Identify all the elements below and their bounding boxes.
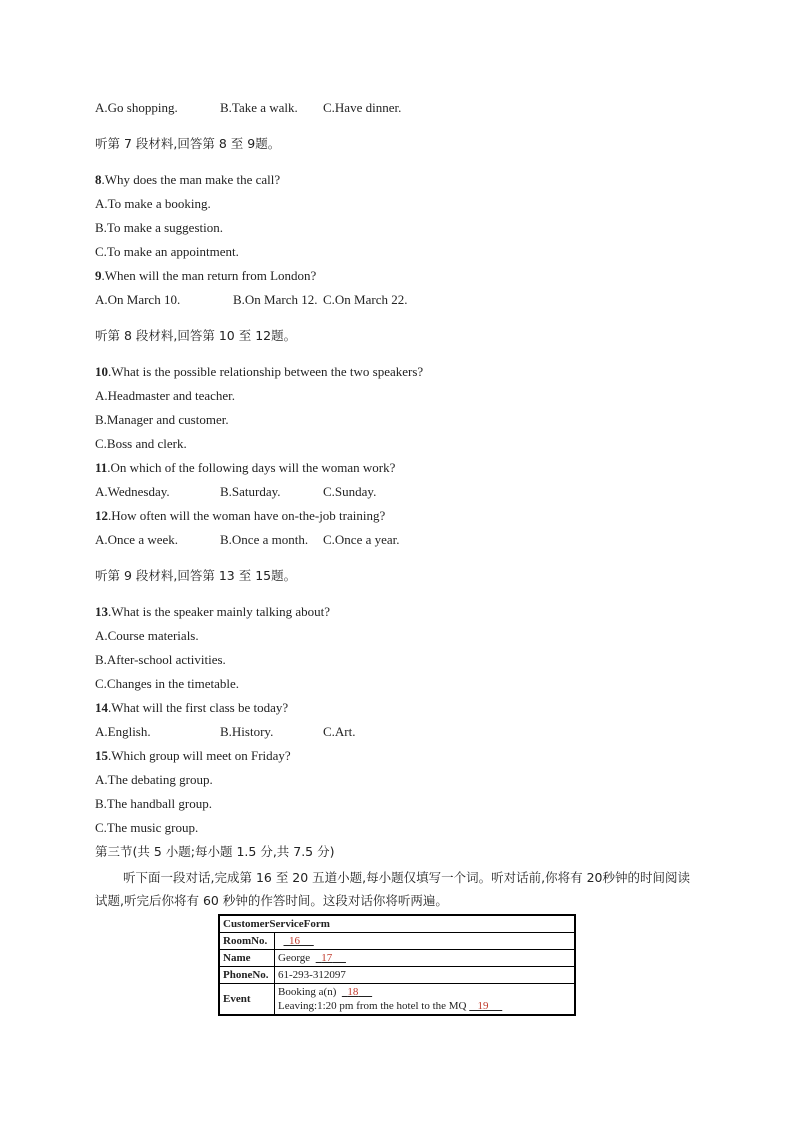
question-11-text: .On which of the following days will the woman work? <box>107 460 396 475</box>
question-15 <box>95 744 695 768</box>
question-10-text: .What is the possible relationship between the two speakers? <box>108 364 424 379</box>
q9-option-b: B.On March 12. <box>233 292 318 307</box>
question-9-text: .When will the man return from London? <box>101 268 317 283</box>
q12-option-a: A.Once a week. <box>95 532 179 547</box>
q12-option-b: B.Once a month. <box>220 532 309 547</box>
blank-17[interactable]: 17 <box>321 952 333 964</box>
question-9-number: 9 <box>95 268 102 283</box>
q15-option-b: B.The handball group. <box>95 796 212 811</box>
question-9 <box>95 264 695 288</box>
phone-value: 61-293-312097 <box>275 967 576 984</box>
section-8-header: 听第 8 段材料,回答第 10 至 12题。 <box>95 328 297 343</box>
question-8 <box>95 168 695 192</box>
q13-option-a: A.Course materials. <box>95 628 199 643</box>
q10-option-b: B.Manager and customer. <box>95 412 229 427</box>
question-10 <box>95 360 695 384</box>
exam-page <box>95 96 695 912</box>
name-value <box>275 950 576 967</box>
q12-option-c: C.Once a year. <box>323 532 400 547</box>
event-value <box>275 984 576 1016</box>
question-12 <box>95 504 695 528</box>
question-12-number: 12 <box>95 508 108 523</box>
q11-option-b: B.Saturday. <box>220 484 281 499</box>
q7-option-c: C.Have dinner. <box>323 100 402 115</box>
q14-options <box>95 720 695 744</box>
question-14-number: 14 <box>95 700 108 715</box>
section-9-header: 听第 9 段材料,回答第 13 至 15题。 <box>95 568 297 583</box>
customer-service-form <box>218 914 576 1016</box>
q8-option-c: C.To make an appointment. <box>95 244 239 259</box>
q7-option-a: A.Go shopping. <box>95 100 178 115</box>
q8-option-a: A.To make a booking. <box>95 196 211 211</box>
q10-option-a: A.Headmaster and teacher. <box>95 388 236 403</box>
question-15-number: 15 <box>95 748 108 763</box>
event-line-2: Leaving:1:20 pm from the hotel to the MQ 19 <box>278 999 571 1013</box>
question-11-number: 11 <box>95 460 108 475</box>
question-13-number: 13 <box>95 604 108 619</box>
q14-option-b: B.History. <box>220 724 274 739</box>
q9-option-c: C.On March 22. <box>323 292 408 307</box>
q15-option-c: C.The music group. <box>95 820 199 835</box>
question-8-text: .Why does the man make the call? <box>101 172 281 187</box>
q13-option-c: C.Changes in the timetable. <box>95 676 240 691</box>
question-12-text: .How often will the woman have on-the-job training? <box>108 508 386 523</box>
q8-option-b: B.To make a suggestion. <box>95 220 223 235</box>
q15-option-a: A.The debating group. <box>95 772 213 787</box>
q11-options <box>95 480 695 504</box>
q11-option-c: C.Sunday. <box>323 484 377 499</box>
q10-option-c: C.Boss and clerk. <box>95 436 187 451</box>
question-13 <box>95 600 695 624</box>
q7-options <box>95 96 695 120</box>
question-10-number: 10 <box>95 364 108 379</box>
q9-options <box>95 288 695 312</box>
section-7-header: 听第 7 段材料,回答第 8 至 9题。 <box>95 136 281 151</box>
question-8-number: 8 <box>95 172 102 187</box>
question-14-text: .What will the first class be today? <box>108 700 289 715</box>
q12-options <box>95 528 695 552</box>
question-14 <box>95 696 695 720</box>
question-13-text: .What is the speaker mainly talking about? <box>108 604 331 619</box>
blank-16[interactable]: 16 <box>289 935 300 947</box>
question-11 <box>95 456 695 480</box>
question-15-text: .Which group will meet on Friday? <box>108 748 291 763</box>
q14-option-a: A.English. <box>95 724 151 739</box>
part-3-instructions: 听下面一段对话,完成第 16 至 20 五道小题,每小题仅填写一个词。听对话前,你将有 20秒钟的时间阅读试题,听完后你将有 60 秒钟的作答时间。这段对话你将听两遍。 <box>95 870 691 908</box>
q14-option-c: C.Art. <box>323 724 356 739</box>
part-3-title: 第三节(共 5 小题;每小题 1.5 分,共 7.5 分) <box>95 844 335 859</box>
form-title: CustomerServiceForm <box>219 915 575 933</box>
event-line-1: Booking a(n) 18 <box>278 985 571 999</box>
q9-option-a: A.On March 10. <box>95 292 181 307</box>
q7-option-b: B.Take a walk. <box>220 100 298 115</box>
room-label: RoomNo. <box>219 933 275 950</box>
q11-option-a: A.Wednesday. <box>95 484 170 499</box>
room-value <box>275 933 576 950</box>
event-label: Event <box>219 984 275 1016</box>
phone-label: PhoneNo. <box>219 967 275 984</box>
blank-18[interactable]: 18 <box>347 986 359 998</box>
name-label: Name <box>219 950 275 967</box>
name-prefix: George <box>278 952 311 964</box>
q13-option-b: B.After-school activities. <box>95 652 226 667</box>
blank-19[interactable]: 19 <box>477 1000 489 1012</box>
